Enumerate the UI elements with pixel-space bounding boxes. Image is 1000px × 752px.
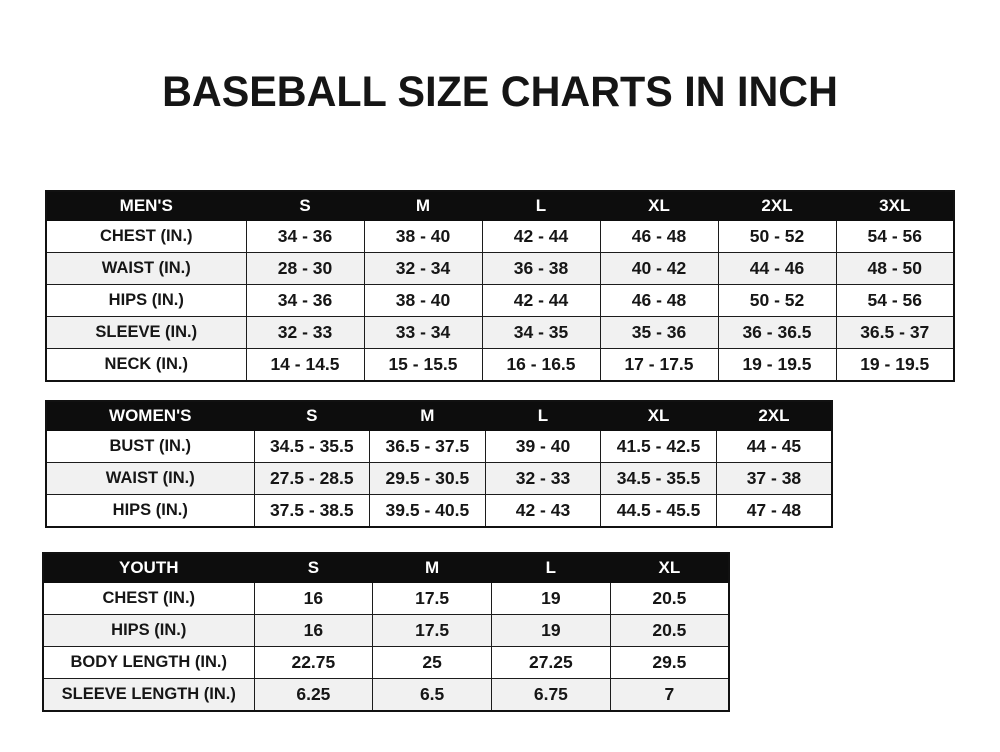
table-row — [43, 679, 729, 712]
size-value-cell: 6.25 — [254, 679, 373, 712]
row-label: CHEST (IN.) — [46, 221, 246, 253]
size-value-cell: 47 - 48 — [716, 495, 832, 528]
page-title: BASEBALL SIZE CHARTS IN INCH — [162, 68, 838, 116]
size-value-cell: 32 - 33 — [485, 463, 601, 495]
column-header-m: M — [364, 191, 482, 221]
mens-header-row — [46, 191, 954, 221]
size-value-cell: 16 — [254, 583, 373, 615]
size-value-cell: 54 - 56 — [836, 221, 954, 253]
size-value-cell: 50 - 52 — [718, 221, 836, 253]
row-label: BODY LENGTH (IN.) — [43, 647, 254, 679]
column-header-s: S — [254, 401, 370, 431]
column-header-l: L — [485, 401, 601, 431]
table-row — [46, 317, 954, 349]
size-value-cell: 34 - 36 — [246, 285, 364, 317]
size-value-cell: 28 - 30 — [246, 253, 364, 285]
size-value-cell: 46 - 48 — [600, 221, 718, 253]
row-label: HIPS (IN.) — [46, 495, 254, 528]
size-value-cell: 34 - 35 — [482, 317, 600, 349]
column-header-3xl: 3XL — [836, 191, 954, 221]
row-label: WAIST (IN.) — [46, 463, 254, 495]
size-value-cell: 17 - 17.5 — [600, 349, 718, 382]
size-value-cell: 27.5 - 28.5 — [254, 463, 370, 495]
table-row — [46, 495, 832, 528]
size-value-cell: 36 - 38 — [482, 253, 600, 285]
size-value-cell: 40 - 42 — [600, 253, 718, 285]
column-header-m: M — [370, 401, 486, 431]
size-value-cell: 39.5 - 40.5 — [370, 495, 486, 528]
size-value-cell: 39 - 40 — [485, 431, 601, 463]
table-row — [46, 431, 832, 463]
column-header-l: L — [492, 553, 611, 583]
size-value-cell: 37 - 38 — [716, 463, 832, 495]
table-row — [43, 583, 729, 615]
size-value-cell: 19 - 19.5 — [718, 349, 836, 382]
size-value-cell: 15 - 15.5 — [364, 349, 482, 382]
size-value-cell: 38 - 40 — [364, 285, 482, 317]
size-value-cell: 32 - 34 — [364, 253, 482, 285]
row-label: SLEEVE (IN.) — [46, 317, 246, 349]
row-label: WAIST (IN.) — [46, 253, 246, 285]
size-value-cell: 37.5 - 38.5 — [254, 495, 370, 528]
mens-size-table — [45, 190, 955, 382]
womens-size-table — [45, 400, 833, 528]
size-value-cell: 34.5 - 35.5 — [254, 431, 370, 463]
column-header-l: L — [482, 191, 600, 221]
size-value-cell: 41.5 - 42.5 — [601, 431, 717, 463]
size-value-cell: 6.5 — [373, 679, 492, 712]
row-label: BUST (IN.) — [46, 431, 254, 463]
size-value-cell: 44 - 45 — [716, 431, 832, 463]
size-value-cell: 19 — [492, 615, 611, 647]
youth-size-table — [42, 552, 730, 712]
column-header-2xl: 2XL — [718, 191, 836, 221]
size-value-cell: 35 - 36 — [600, 317, 718, 349]
column-header-xl: XL — [601, 401, 717, 431]
size-value-cell: 54 - 56 — [836, 285, 954, 317]
size-value-cell: 36 - 36.5 — [718, 317, 836, 349]
size-value-cell: 32 - 33 — [246, 317, 364, 349]
size-value-cell: 19 — [492, 583, 611, 615]
column-header-m: M — [373, 553, 492, 583]
size-value-cell: 17.5 — [373, 583, 492, 615]
table-row — [46, 221, 954, 253]
size-value-cell: 48 - 50 — [836, 253, 954, 285]
column-header-s: S — [254, 553, 373, 583]
size-value-cell: 42 - 43 — [485, 495, 601, 528]
row-label: SLEEVE LENGTH (IN.) — [43, 679, 254, 712]
table-row — [46, 285, 954, 317]
table-row — [46, 349, 954, 382]
table-row — [43, 647, 729, 679]
size-value-cell: 16 - 16.5 — [482, 349, 600, 382]
size-value-cell: 7 — [610, 679, 729, 712]
size-value-cell: 33 - 34 — [364, 317, 482, 349]
size-value-cell: 38 - 40 — [364, 221, 482, 253]
womens-header-row — [46, 401, 832, 431]
size-value-cell: 14 - 14.5 — [246, 349, 364, 382]
size-value-cell: 42 - 44 — [482, 285, 600, 317]
row-label: HIPS (IN.) — [43, 615, 254, 647]
size-value-cell: 44.5 - 45.5 — [601, 495, 717, 528]
table-row — [43, 615, 729, 647]
youth-header-row — [43, 553, 729, 583]
size-value-cell: 36.5 - 37.5 — [370, 431, 486, 463]
size-value-cell: 34.5 - 35.5 — [601, 463, 717, 495]
column-header-xl: XL — [610, 553, 729, 583]
size-value-cell: 50 - 52 — [718, 285, 836, 317]
size-value-cell: 42 - 44 — [482, 221, 600, 253]
row-label: HIPS (IN.) — [46, 285, 246, 317]
row-label: NECK (IN.) — [46, 349, 246, 382]
size-value-cell: 25 — [373, 647, 492, 679]
size-value-cell: 29.5 - 30.5 — [370, 463, 486, 495]
mens-table-title: MEN'S — [46, 191, 246, 221]
size-value-cell: 29.5 — [610, 647, 729, 679]
column-header-s: S — [246, 191, 364, 221]
size-value-cell: 34 - 36 — [246, 221, 364, 253]
size-value-cell: 17.5 — [373, 615, 492, 647]
size-value-cell: 20.5 — [610, 615, 729, 647]
column-header-xl: XL — [600, 191, 718, 221]
size-value-cell: 27.25 — [492, 647, 611, 679]
size-value-cell: 20.5 — [610, 583, 729, 615]
size-value-cell: 44 - 46 — [718, 253, 836, 285]
size-value-cell: 16 — [254, 615, 373, 647]
column-header-2xl: 2XL — [716, 401, 832, 431]
row-label: CHEST (IN.) — [43, 583, 254, 615]
size-value-cell: 36.5 - 37 — [836, 317, 954, 349]
table-row — [46, 253, 954, 285]
womens-table-title: WOMEN'S — [46, 401, 254, 431]
size-value-cell: 19 - 19.5 — [836, 349, 954, 382]
size-value-cell: 46 - 48 — [600, 285, 718, 317]
size-value-cell: 22.75 — [254, 647, 373, 679]
table-row — [46, 463, 832, 495]
youth-table-title: YOUTH — [43, 553, 254, 583]
size-value-cell: 6.75 — [492, 679, 611, 712]
